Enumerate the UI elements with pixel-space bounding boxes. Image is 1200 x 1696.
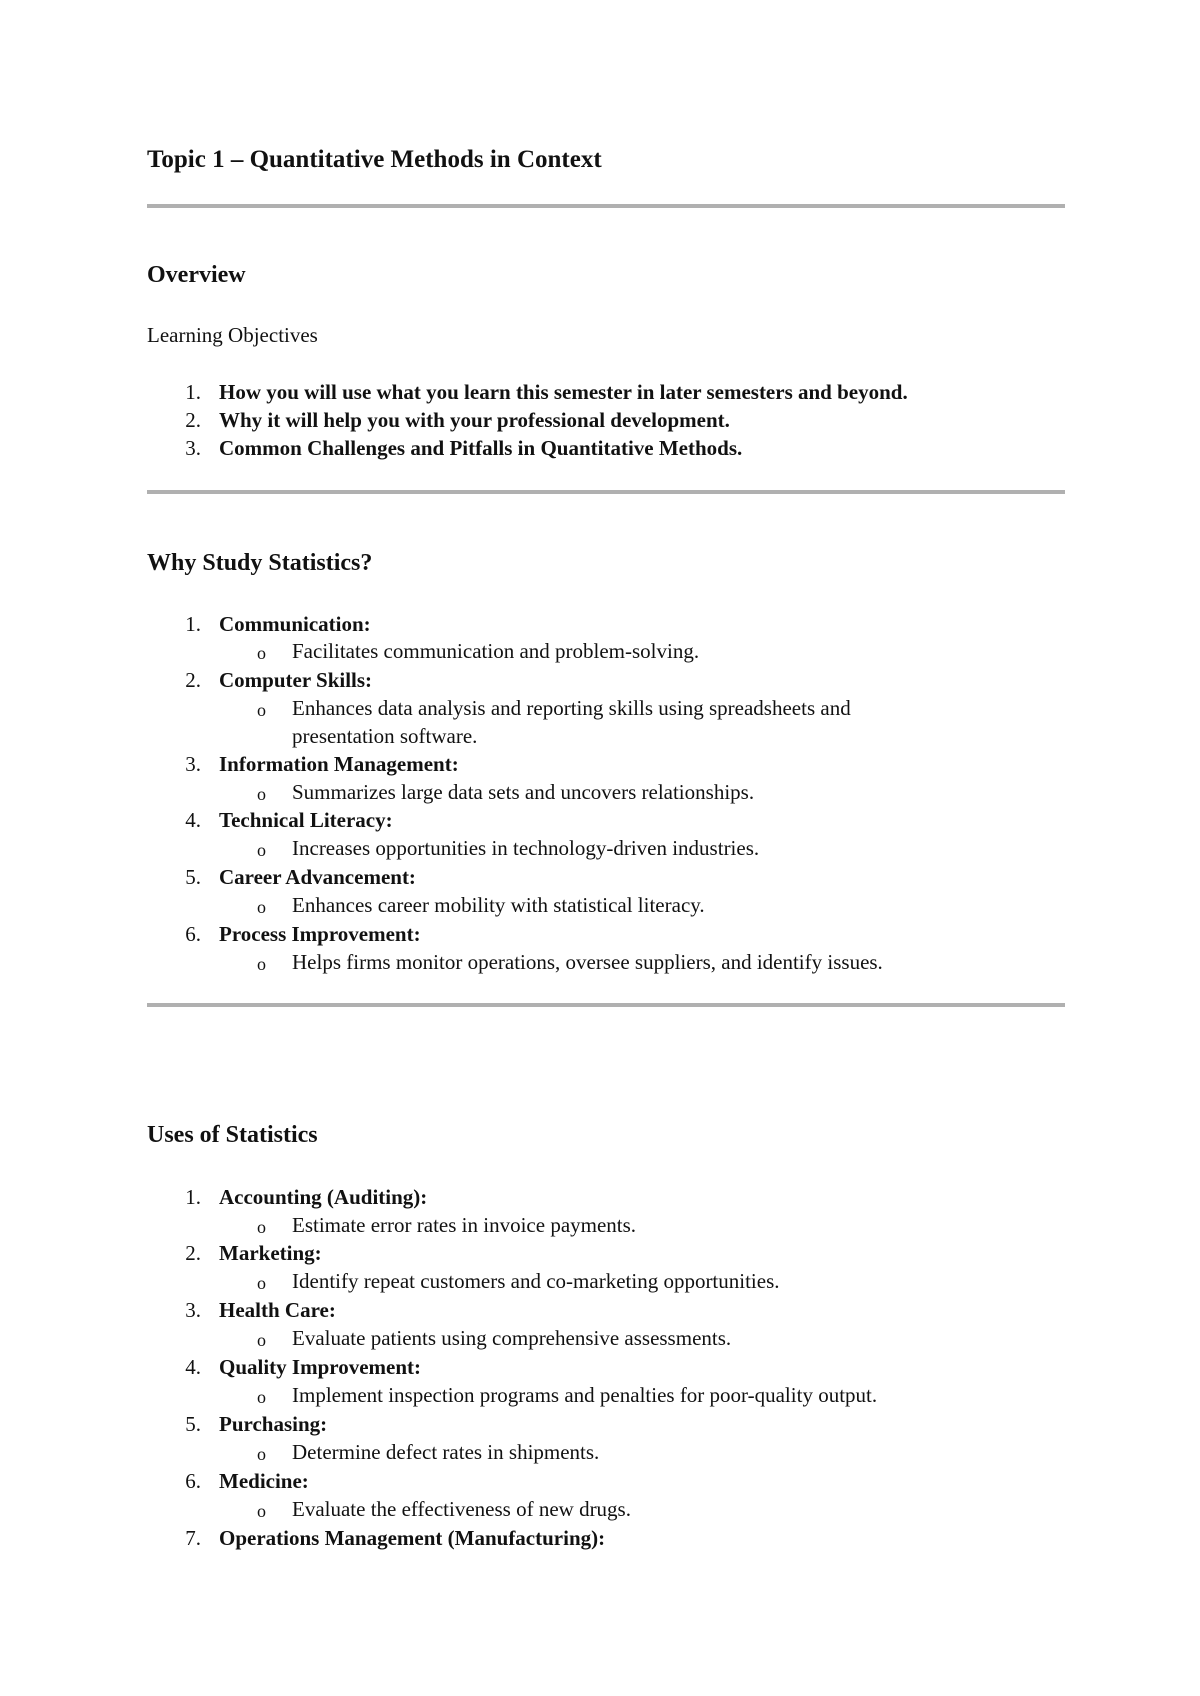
objective-text: How you will use what you learn this semester in later semesters and beyond. bbox=[219, 380, 908, 404]
uses-number: 2. bbox=[185, 1241, 201, 1265]
uses-detail: Implement inspection programs and penalties for poor-quality output. bbox=[292, 1383, 878, 1407]
uses-number: 7. bbox=[185, 1526, 201, 1550]
objective-text: Why it will help you with your professional development. bbox=[219, 408, 730, 432]
uses-label: Marketing: bbox=[219, 1241, 322, 1265]
why-detail: Facilitates communication and problem-solving. bbox=[292, 639, 700, 663]
uses-number: 3. bbox=[185, 1298, 201, 1322]
uses-detail: Evaluate patients using comprehensive assessments. bbox=[292, 1326, 732, 1350]
sub-bullet: o bbox=[257, 897, 266, 917]
why-number: 4. bbox=[185, 808, 201, 832]
uses-number: 4. bbox=[185, 1355, 201, 1379]
uses-label: Medicine: bbox=[219, 1469, 309, 1493]
sub-bullet: o bbox=[257, 784, 266, 804]
page-title: Topic 1 – Quantitative Methods in Context bbox=[147, 146, 602, 173]
why-number: 3. bbox=[185, 752, 201, 776]
why-detail: Helps firms monitor operations, oversee suppliers, and identify issues. bbox=[292, 950, 883, 974]
uses-number: 6. bbox=[185, 1469, 201, 1493]
uses-number: 1. bbox=[185, 1185, 201, 1209]
learning-objectives-subheading: Learning Objectives bbox=[147, 323, 318, 347]
uses-number: 5. bbox=[185, 1412, 201, 1436]
why-detail: Summarizes large data sets and uncovers relationships. bbox=[292, 780, 755, 804]
why-number: 5. bbox=[185, 865, 201, 889]
uses-label: Accounting (Auditing): bbox=[219, 1185, 428, 1209]
sub-bullet: o bbox=[257, 954, 266, 974]
uses-label: Health Care: bbox=[219, 1298, 336, 1322]
why-label: Communication: bbox=[219, 612, 371, 636]
uses-detail: Identify repeat customers and co-marketing opportunities. bbox=[292, 1269, 780, 1293]
uses-detail: Evaluate the effectiveness of new drugs. bbox=[292, 1497, 631, 1521]
sub-bullet: o bbox=[257, 1501, 266, 1521]
sub-bullet: o bbox=[257, 700, 266, 720]
uses-heading: Uses of Statistics bbox=[147, 1122, 318, 1148]
sub-bullet: o bbox=[257, 1387, 266, 1407]
why-label: Information Management: bbox=[219, 752, 459, 776]
uses-label: Quality Improvement: bbox=[219, 1355, 422, 1379]
divider bbox=[147, 490, 1065, 494]
why-label: Computer Skills: bbox=[219, 668, 373, 692]
why-detail: Increases opportunities in technology-driven industries. bbox=[292, 836, 760, 860]
sub-bullet: o bbox=[257, 840, 266, 860]
why-label: Technical Literacy: bbox=[219, 808, 393, 832]
why-detail: Enhances career mobility with statistical literacy. bbox=[292, 893, 705, 917]
uses-label: Purchasing: bbox=[219, 1412, 328, 1436]
why-number: 6. bbox=[185, 922, 201, 946]
sub-bullet: o bbox=[257, 643, 266, 663]
objective-text: Common Challenges and Pitfalls in Quantitative Methods. bbox=[219, 436, 743, 460]
uses-detail: Estimate error rates in invoice payments. bbox=[292, 1213, 637, 1237]
objective-number: 3. bbox=[185, 436, 201, 460]
overview-heading: Overview bbox=[147, 262, 246, 288]
why-label: Career Advancement: bbox=[219, 865, 416, 889]
sub-bullet: o bbox=[257, 1217, 266, 1237]
why-detail: Enhances data analysis and reporting skills using spreadsheets and presentation software. bbox=[292, 696, 851, 748]
sub-bullet: o bbox=[257, 1444, 266, 1464]
why-number: 2. bbox=[185, 668, 201, 692]
uses-detail: Determine defect rates in shipments. bbox=[292, 1440, 600, 1464]
objective-number: 2. bbox=[185, 408, 201, 432]
uses-label: Operations Management (Manufacturing): bbox=[219, 1526, 606, 1550]
divider bbox=[147, 204, 1065, 208]
sub-bullet: o bbox=[257, 1273, 266, 1293]
why-number: 1. bbox=[185, 612, 201, 636]
objective-number: 1. bbox=[185, 380, 201, 404]
why-label: Process Improvement: bbox=[219, 922, 421, 946]
sub-bullet: o bbox=[257, 1330, 266, 1350]
divider bbox=[147, 1003, 1065, 1007]
why-study-heading: Why Study Statistics? bbox=[147, 550, 373, 576]
